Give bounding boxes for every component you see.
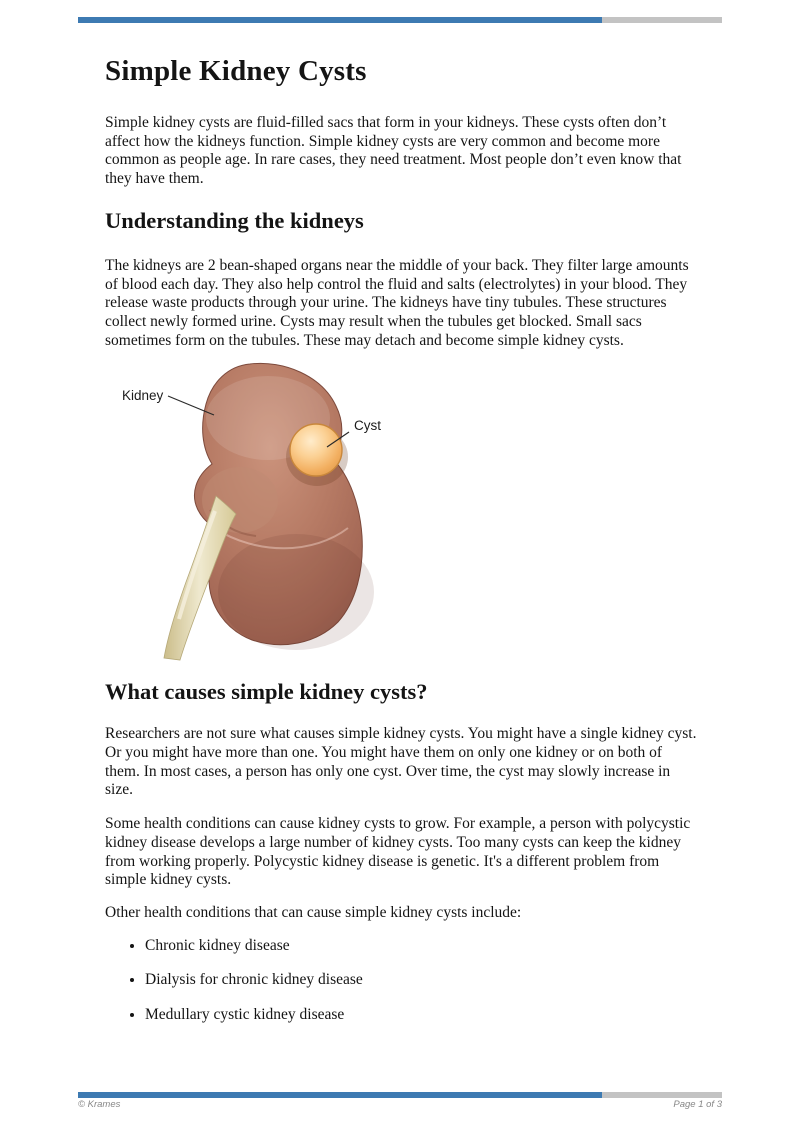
list-item: • Dialysis for chronic kidney disease <box>145 971 698 990</box>
list-item: • Medullary cystic kidney disease <box>145 1006 698 1025</box>
footer-rule-blue-segment <box>78 1092 602 1098</box>
section-heading-what-causes: What causes simple kidney cysts? <box>105 679 428 705</box>
kidney-lower-shading <box>218 534 374 650</box>
document-body <box>105 0 698 1041</box>
kidney-label: Kidney <box>122 388 164 404</box>
footer-rule <box>78 1092 722 1098</box>
causes-paragraph-2: Some health conditions can cause kidney cysts to grow. For example, a person with polycystic kidney disease develops a large number of kidney cysts. Too many cysts can keep the kidney from working properly. Polycystic kidney disease is genetic. It's a different problem from simple kidney cysts. <box>105 815 691 889</box>
footer-page-number: Page 1 of 3 <box>673 1099 722 1110</box>
cyst-shape <box>290 424 342 476</box>
page-title: Simple Kidney Cysts <box>105 55 367 87</box>
understanding-kidneys-paragraph: The kidneys are 2 bean-shaped organs near the middle of your back. They filter large amounts of blood each day. They also help control the fluid and salts (electrolytes) in your blood. They release waste products through your urine. The kidneys have tiny tubules. These structures collect newly formed urine. Cysts may result when the tubules get blocked. Small sacs sometimes form on the tubules. These may detach and become simple kidney cysts. <box>105 256 689 349</box>
conditions-list <box>105 937 698 1025</box>
causes-paragraph-1: Researchers are not sure what causes simple kidney cysts. You might have a single kidney cyst. Or you might have more than one. You might have them on only one kidney or on both of them. In most cases, a person has only one cyst. Over time, the cyst may slowly increase in size. <box>105 725 697 799</box>
section-heading-understanding-kidneys: Understanding the kidneys <box>105 207 364 233</box>
causes-paragraph-3: Other health conditions that can cause simple kidney cysts include: <box>105 903 522 921</box>
intro-paragraph: Simple kidney cysts are fluid-filled sacs that form in your kidneys. These cysts often don’t affect how the kidneys function. Simple kidney cysts are very common and become more common as people age. In rare cases, they need treatment. Most people don’t even know that they have them. <box>105 114 682 188</box>
footer <box>78 1099 722 1110</box>
cyst-label: Cyst <box>354 418 381 434</box>
kidney-illustration-svg <box>118 360 438 662</box>
kidney-cyst-illustration <box>118 360 438 662</box>
list-item: • Chronic kidney disease <box>145 937 698 956</box>
footer-copyright: © Krames <box>78 1099 121 1110</box>
footer-rule-gray-segment <box>602 1092 722 1098</box>
